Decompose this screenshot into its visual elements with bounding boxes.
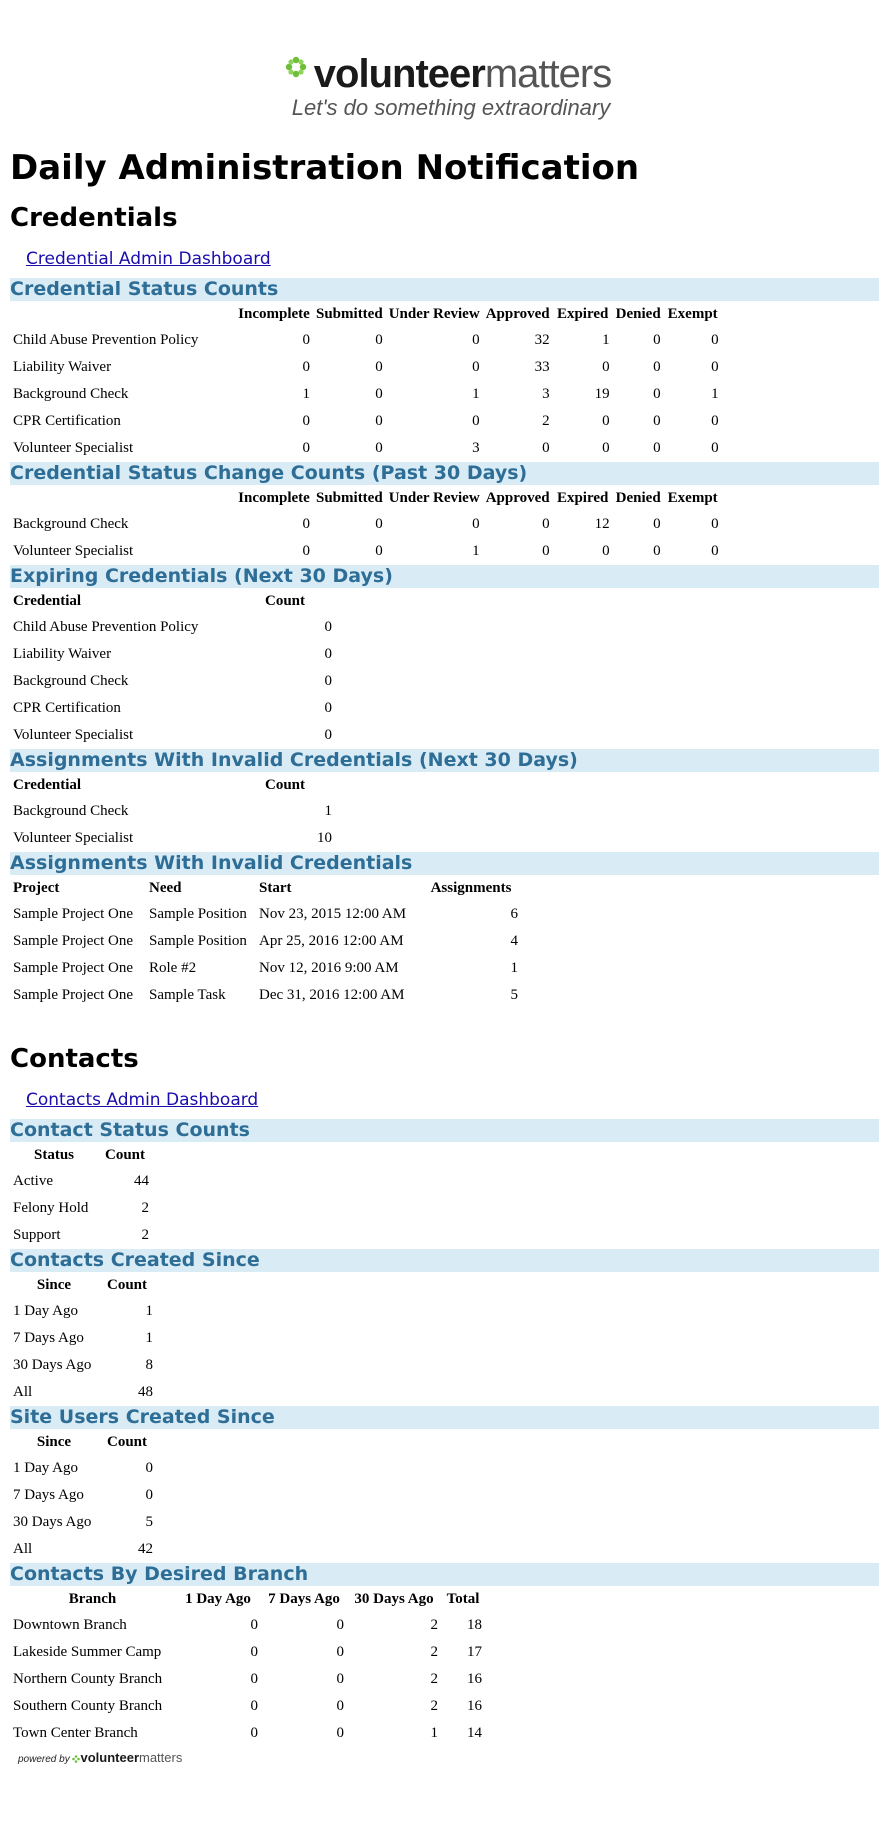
table-row bbox=[10, 798, 335, 825]
table-cell: 0 bbox=[653, 386, 661, 402]
table-cell: Volunteer Specialist bbox=[13, 727, 134, 743]
table-cell: 2 bbox=[430, 1617, 438, 1633]
table-cell: 2 bbox=[430, 1644, 438, 1660]
table-row bbox=[10, 1482, 156, 1509]
table-row bbox=[10, 1509, 156, 1536]
table-cell: 0 bbox=[324, 646, 332, 662]
table-cell: 3 bbox=[542, 386, 550, 402]
table-cell: 7 Days Ago bbox=[13, 1487, 84, 1503]
table-cell: 0 bbox=[542, 543, 550, 559]
table-cell: 5 bbox=[145, 1514, 153, 1530]
table-cell: 0 bbox=[145, 1487, 153, 1503]
table-cell: 0 bbox=[711, 516, 719, 532]
table-cell: 0 bbox=[375, 386, 383, 402]
table-row bbox=[10, 1168, 152, 1195]
table-cell: Northern County Branch bbox=[13, 1671, 163, 1687]
table-cell: 1 bbox=[602, 332, 610, 348]
table-cell: Background Check bbox=[13, 673, 129, 689]
table-cell: Background Check bbox=[13, 516, 129, 532]
table-cell: 4 bbox=[510, 933, 518, 949]
table-cell: Felony Hold bbox=[13, 1200, 89, 1216]
table-cell: 32 bbox=[534, 332, 550, 348]
table-cell: 1 bbox=[145, 1303, 153, 1319]
table-row bbox=[10, 928, 521, 955]
table-cell: 19 bbox=[594, 386, 610, 402]
powered-by-footer bbox=[18, 1750, 879, 1765]
table-row bbox=[10, 1693, 485, 1720]
table-row bbox=[10, 1536, 156, 1563]
table-cell: 8 bbox=[145, 1357, 153, 1373]
table-cell: 0 bbox=[302, 440, 310, 456]
table-header-row bbox=[10, 1272, 156, 1298]
table-cell: 0 bbox=[375, 516, 383, 532]
table-cell: 16 bbox=[467, 1671, 482, 1687]
column-header: Expired bbox=[556, 490, 609, 506]
table-cell: 2 bbox=[430, 1698, 438, 1714]
column-header: Count bbox=[104, 1147, 145, 1163]
column-header: Approved bbox=[485, 490, 550, 506]
expiring-credentials-table bbox=[10, 588, 335, 749]
table-cell: 0 bbox=[472, 332, 480, 348]
table-cell: Child Abuse Prevention Policy bbox=[13, 332, 199, 348]
column-header: Since bbox=[36, 1277, 72, 1293]
table-cell: 18 bbox=[467, 1617, 482, 1633]
table-row bbox=[10, 1666, 485, 1693]
table-cell: Background Check bbox=[13, 386, 129, 402]
table-cell: Active bbox=[13, 1173, 53, 1189]
table-cell: Sample Project One bbox=[13, 987, 133, 1003]
column-header bbox=[10, 301, 235, 327]
table-cell: 0 bbox=[602, 359, 610, 375]
column-header: 30 Days Ago bbox=[354, 1591, 434, 1607]
table-cell: 0 bbox=[375, 440, 383, 456]
table-cell: 0 bbox=[250, 1644, 258, 1660]
column-header: Start bbox=[259, 880, 292, 896]
table-cell: 6 bbox=[510, 906, 518, 922]
table-cell: 10 bbox=[317, 830, 332, 846]
table-cell: 0 bbox=[302, 332, 310, 348]
table-cell: Nov 23, 2015 12:00 AM bbox=[259, 906, 407, 922]
column-header: Since bbox=[36, 1434, 72, 1450]
table-cell: All bbox=[13, 1541, 33, 1557]
table-cell: 33 bbox=[534, 359, 550, 375]
table-header-row bbox=[10, 1429, 156, 1455]
table-cell: Sample Task bbox=[149, 987, 226, 1003]
logo bbox=[10, 0, 879, 126]
section-credential-status-change-counts: Credential Status Change Counts (Past 30 Days) bbox=[10, 462, 879, 485]
table-cell: 1 Day Ago bbox=[13, 1460, 78, 1476]
column-header: Denied bbox=[615, 306, 661, 322]
table-cell: 0 bbox=[250, 1698, 258, 1714]
column-header: Submitted bbox=[316, 490, 383, 506]
column-header: Count bbox=[106, 1434, 147, 1450]
table-header-row bbox=[10, 875, 521, 901]
table-cell: 0 bbox=[250, 1725, 258, 1741]
table-cell: 0 bbox=[653, 332, 661, 348]
table-cell: 0 bbox=[711, 413, 719, 429]
table-row bbox=[10, 955, 521, 982]
table-row bbox=[10, 668, 335, 695]
column-header: Count bbox=[264, 593, 305, 609]
site-users-created-since-table bbox=[10, 1429, 156, 1563]
credential-admin-dashboard-link[interactable]: Credential Admin Dashboard bbox=[26, 249, 271, 269]
table-cell: CPR Certification bbox=[13, 413, 121, 429]
contact-status-counts-table bbox=[10, 1142, 152, 1249]
column-header: Need bbox=[149, 880, 182, 896]
table-row bbox=[10, 825, 335, 852]
table-row bbox=[10, 1379, 156, 1406]
contacts-created-since-table bbox=[10, 1272, 156, 1406]
table-cell: Volunteer Specialist bbox=[13, 830, 134, 846]
column-header: Branch bbox=[68, 1591, 117, 1607]
table-cell: Sample Project One bbox=[13, 960, 133, 976]
table-cell: 1 bbox=[145, 1330, 153, 1346]
column-header: Incomplete bbox=[238, 306, 310, 322]
table-row bbox=[10, 381, 722, 408]
table-cell: Southern County Branch bbox=[13, 1698, 163, 1714]
table-cell: 1 Day Ago bbox=[13, 1303, 78, 1319]
table-row bbox=[10, 435, 722, 462]
table-cell: 0 bbox=[336, 1617, 344, 1633]
table-row bbox=[10, 408, 722, 435]
table-cell: 1 bbox=[472, 386, 480, 402]
credential-status-counts-table bbox=[10, 301, 722, 462]
table-row bbox=[10, 641, 335, 668]
table-cell: 17 bbox=[467, 1644, 482, 1660]
table-cell: 0 bbox=[472, 516, 480, 532]
table-cell: 1 bbox=[430, 1725, 438, 1741]
table-cell: Liability Waiver bbox=[13, 646, 112, 662]
column-header: Submitted bbox=[316, 306, 383, 322]
table-cell: 1 bbox=[510, 960, 518, 976]
column-header: Approved bbox=[485, 306, 550, 322]
table-row bbox=[10, 1325, 156, 1352]
powered-by-text: powered by bbox=[18, 1754, 70, 1765]
table-cell: Sample Position bbox=[149, 933, 247, 949]
table-cell: Lakeside Summer Camp bbox=[13, 1644, 162, 1660]
table-row bbox=[10, 1298, 156, 1325]
footer-brand-bold: volunteer bbox=[80, 1750, 139, 1765]
column-header: Total bbox=[446, 1591, 480, 1607]
logo-tagline: Let's do something extraordinary bbox=[291, 95, 611, 120]
footer-brand-light: matters bbox=[139, 1750, 183, 1765]
invalid-next-30-table bbox=[10, 772, 335, 852]
section-contacts-created-since: Contacts Created Since bbox=[10, 1249, 879, 1272]
table-cell: 0 bbox=[324, 673, 332, 689]
section-expiring-credentials: Expiring Credentials (Next 30 Days) bbox=[10, 565, 879, 588]
table-cell: Volunteer Specialist bbox=[13, 543, 134, 559]
table-cell: 0 bbox=[542, 440, 550, 456]
table-row bbox=[10, 1639, 485, 1666]
section-credential-status-counts: Credential Status Counts bbox=[10, 278, 879, 301]
table-cell: Sample Project One bbox=[13, 906, 133, 922]
table-cell: 0 bbox=[602, 413, 610, 429]
table-cell: 0 bbox=[336, 1698, 344, 1714]
table-cell: 0 bbox=[711, 543, 719, 559]
table-cell: Background Check bbox=[13, 803, 129, 819]
table-header-row bbox=[10, 485, 722, 511]
credentials-heading: Credentials bbox=[10, 203, 178, 233]
column-header: Exempt bbox=[667, 306, 718, 322]
column-header: Under Review bbox=[388, 306, 480, 322]
table-cell: 1 bbox=[324, 803, 332, 819]
table-cell: Downtown Branch bbox=[13, 1617, 127, 1633]
contacts-admin-dashboard-link[interactable]: Contacts Admin Dashboard bbox=[26, 1090, 259, 1110]
credential-status-change-counts-table bbox=[10, 485, 722, 565]
table-cell: 0 bbox=[602, 440, 610, 456]
table-cell: 0 bbox=[653, 516, 661, 532]
table-cell: Child Abuse Prevention Policy bbox=[13, 619, 199, 635]
column-header: Project bbox=[13, 880, 60, 896]
table-header-row bbox=[10, 301, 722, 327]
table-cell: 0 bbox=[324, 700, 332, 716]
page-title: Daily Administration Notification bbox=[10, 148, 640, 188]
column-header: 1 Day Ago bbox=[185, 1591, 251, 1607]
table-cell: 0 bbox=[336, 1671, 344, 1687]
table-cell: Role #2 bbox=[149, 960, 197, 976]
section-contact-status-counts: Contact Status Counts bbox=[10, 1119, 879, 1142]
table-cell: 0 bbox=[711, 359, 719, 375]
column-header: Expired bbox=[556, 306, 609, 322]
table-row bbox=[10, 1195, 152, 1222]
table-cell: All bbox=[13, 1384, 33, 1400]
table-row bbox=[10, 327, 722, 354]
table-cell: Nov 12, 2016 9:00 AM bbox=[259, 960, 399, 976]
table-cell: 0 bbox=[711, 440, 719, 456]
table-cell: 1 bbox=[472, 543, 480, 559]
contacts-heading: Contacts bbox=[10, 1044, 139, 1074]
table-cell: 2 bbox=[141, 1200, 149, 1216]
column-header: Assignments bbox=[430, 880, 512, 896]
table-cell: 0 bbox=[336, 1725, 344, 1741]
table-cell: Support bbox=[13, 1227, 61, 1243]
table-cell: 12 bbox=[594, 516, 610, 532]
table-cell: 0 bbox=[250, 1671, 258, 1687]
table-cell: Town Center Branch bbox=[13, 1725, 138, 1741]
table-cell: CPR Certification bbox=[13, 700, 121, 716]
column-header: Under Review bbox=[388, 490, 480, 506]
table-row bbox=[10, 695, 335, 722]
flower-logo-icon bbox=[285, 56, 307, 78]
table-row bbox=[10, 722, 335, 749]
table-header-row bbox=[10, 588, 335, 614]
column-header: Incomplete bbox=[238, 490, 310, 506]
table-row bbox=[10, 1720, 485, 1747]
table-cell: 0 bbox=[375, 359, 383, 375]
table-cell: 0 bbox=[602, 543, 610, 559]
table-cell: Volunteer Specialist bbox=[13, 440, 134, 456]
table-cell: 0 bbox=[653, 543, 661, 559]
table-cell: 44 bbox=[134, 1173, 149, 1189]
table-cell: Dec 31, 2016 12:00 AM bbox=[259, 987, 405, 1003]
table-cell: 30 Days Ago bbox=[13, 1514, 92, 1530]
table-cell: 1 bbox=[302, 386, 310, 402]
table-cell: 30 Days Ago bbox=[13, 1357, 92, 1373]
section-invalid-credentials: Assignments With Invalid Credentials bbox=[10, 852, 879, 875]
table-cell: 1 bbox=[711, 386, 719, 402]
table-cell: 0 bbox=[324, 619, 332, 635]
section-contacts-by-branch: Contacts By Desired Branch bbox=[10, 1563, 879, 1586]
table-row bbox=[10, 1222, 152, 1249]
table-cell: 0 bbox=[375, 413, 383, 429]
table-cell: Liability Waiver bbox=[13, 359, 112, 375]
table-cell: Apr 25, 2016 12:00 AM bbox=[259, 933, 404, 949]
table-cell: 2 bbox=[542, 413, 550, 429]
column-header: 7 Days Ago bbox=[268, 1591, 340, 1607]
table-row bbox=[10, 1352, 156, 1379]
column-header: Count bbox=[264, 777, 305, 793]
table-cell: 0 bbox=[145, 1460, 153, 1476]
table-cell: 0 bbox=[711, 332, 719, 348]
table-cell: 0 bbox=[653, 440, 661, 456]
table-row bbox=[10, 982, 521, 1009]
column-header: Denied bbox=[615, 490, 661, 506]
contacts-by-branch-table bbox=[10, 1586, 485, 1747]
table-cell: 0 bbox=[375, 543, 383, 559]
table-cell: 3 bbox=[472, 440, 480, 456]
table-row bbox=[10, 1455, 156, 1482]
column-header: Credential bbox=[13, 777, 82, 793]
table-cell: 0 bbox=[542, 516, 550, 532]
table-cell: 0 bbox=[302, 543, 310, 559]
table-row bbox=[10, 614, 335, 641]
table-cell: 0 bbox=[302, 413, 310, 429]
table-cell: 0 bbox=[472, 359, 480, 375]
table-row bbox=[10, 511, 722, 538]
table-cell: 0 bbox=[653, 413, 661, 429]
logo-brand-light: matters bbox=[484, 52, 612, 96]
table-cell: 0 bbox=[472, 413, 480, 429]
section-invalid-next-30: Assignments With Invalid Credentials (Next 30 Days) bbox=[10, 749, 879, 772]
table-cell: 42 bbox=[138, 1541, 153, 1557]
table-cell: 0 bbox=[302, 516, 310, 532]
table-row bbox=[10, 354, 722, 381]
table-header-row bbox=[10, 1142, 152, 1168]
table-cell: Sample Position bbox=[149, 906, 247, 922]
column-header: Count bbox=[106, 1277, 147, 1293]
table-row bbox=[10, 538, 722, 565]
table-cell: 2 bbox=[141, 1227, 149, 1243]
column-header: Exempt bbox=[667, 490, 718, 506]
column-header: Credential bbox=[13, 593, 82, 609]
table-cell: 16 bbox=[467, 1698, 482, 1714]
invalid-credentials-table bbox=[10, 875, 521, 1009]
column-header: Status bbox=[33, 1147, 74, 1163]
table-cell: 5 bbox=[510, 987, 518, 1003]
table-header-row bbox=[10, 772, 335, 798]
table-cell: 14 bbox=[467, 1725, 482, 1741]
table-cell: 0 bbox=[302, 359, 310, 375]
section-site-users-created-since: Site Users Created Since bbox=[10, 1406, 879, 1429]
table-header-row bbox=[10, 1586, 485, 1612]
table-cell: 0 bbox=[653, 359, 661, 375]
logo-brand-bold: volunteer bbox=[313, 52, 485, 96]
table-cell: 0 bbox=[336, 1644, 344, 1660]
table-row bbox=[10, 901, 521, 928]
table-cell: 2 bbox=[430, 1671, 438, 1687]
table-row bbox=[10, 1612, 485, 1639]
table-cell: 48 bbox=[138, 1384, 153, 1400]
table-cell: 0 bbox=[250, 1617, 258, 1633]
column-header bbox=[10, 485, 235, 511]
table-cell: 0 bbox=[375, 332, 383, 348]
table-cell: 7 Days Ago bbox=[13, 1330, 84, 1346]
table-cell: 0 bbox=[324, 727, 332, 743]
table-cell: Sample Project One bbox=[13, 933, 133, 949]
